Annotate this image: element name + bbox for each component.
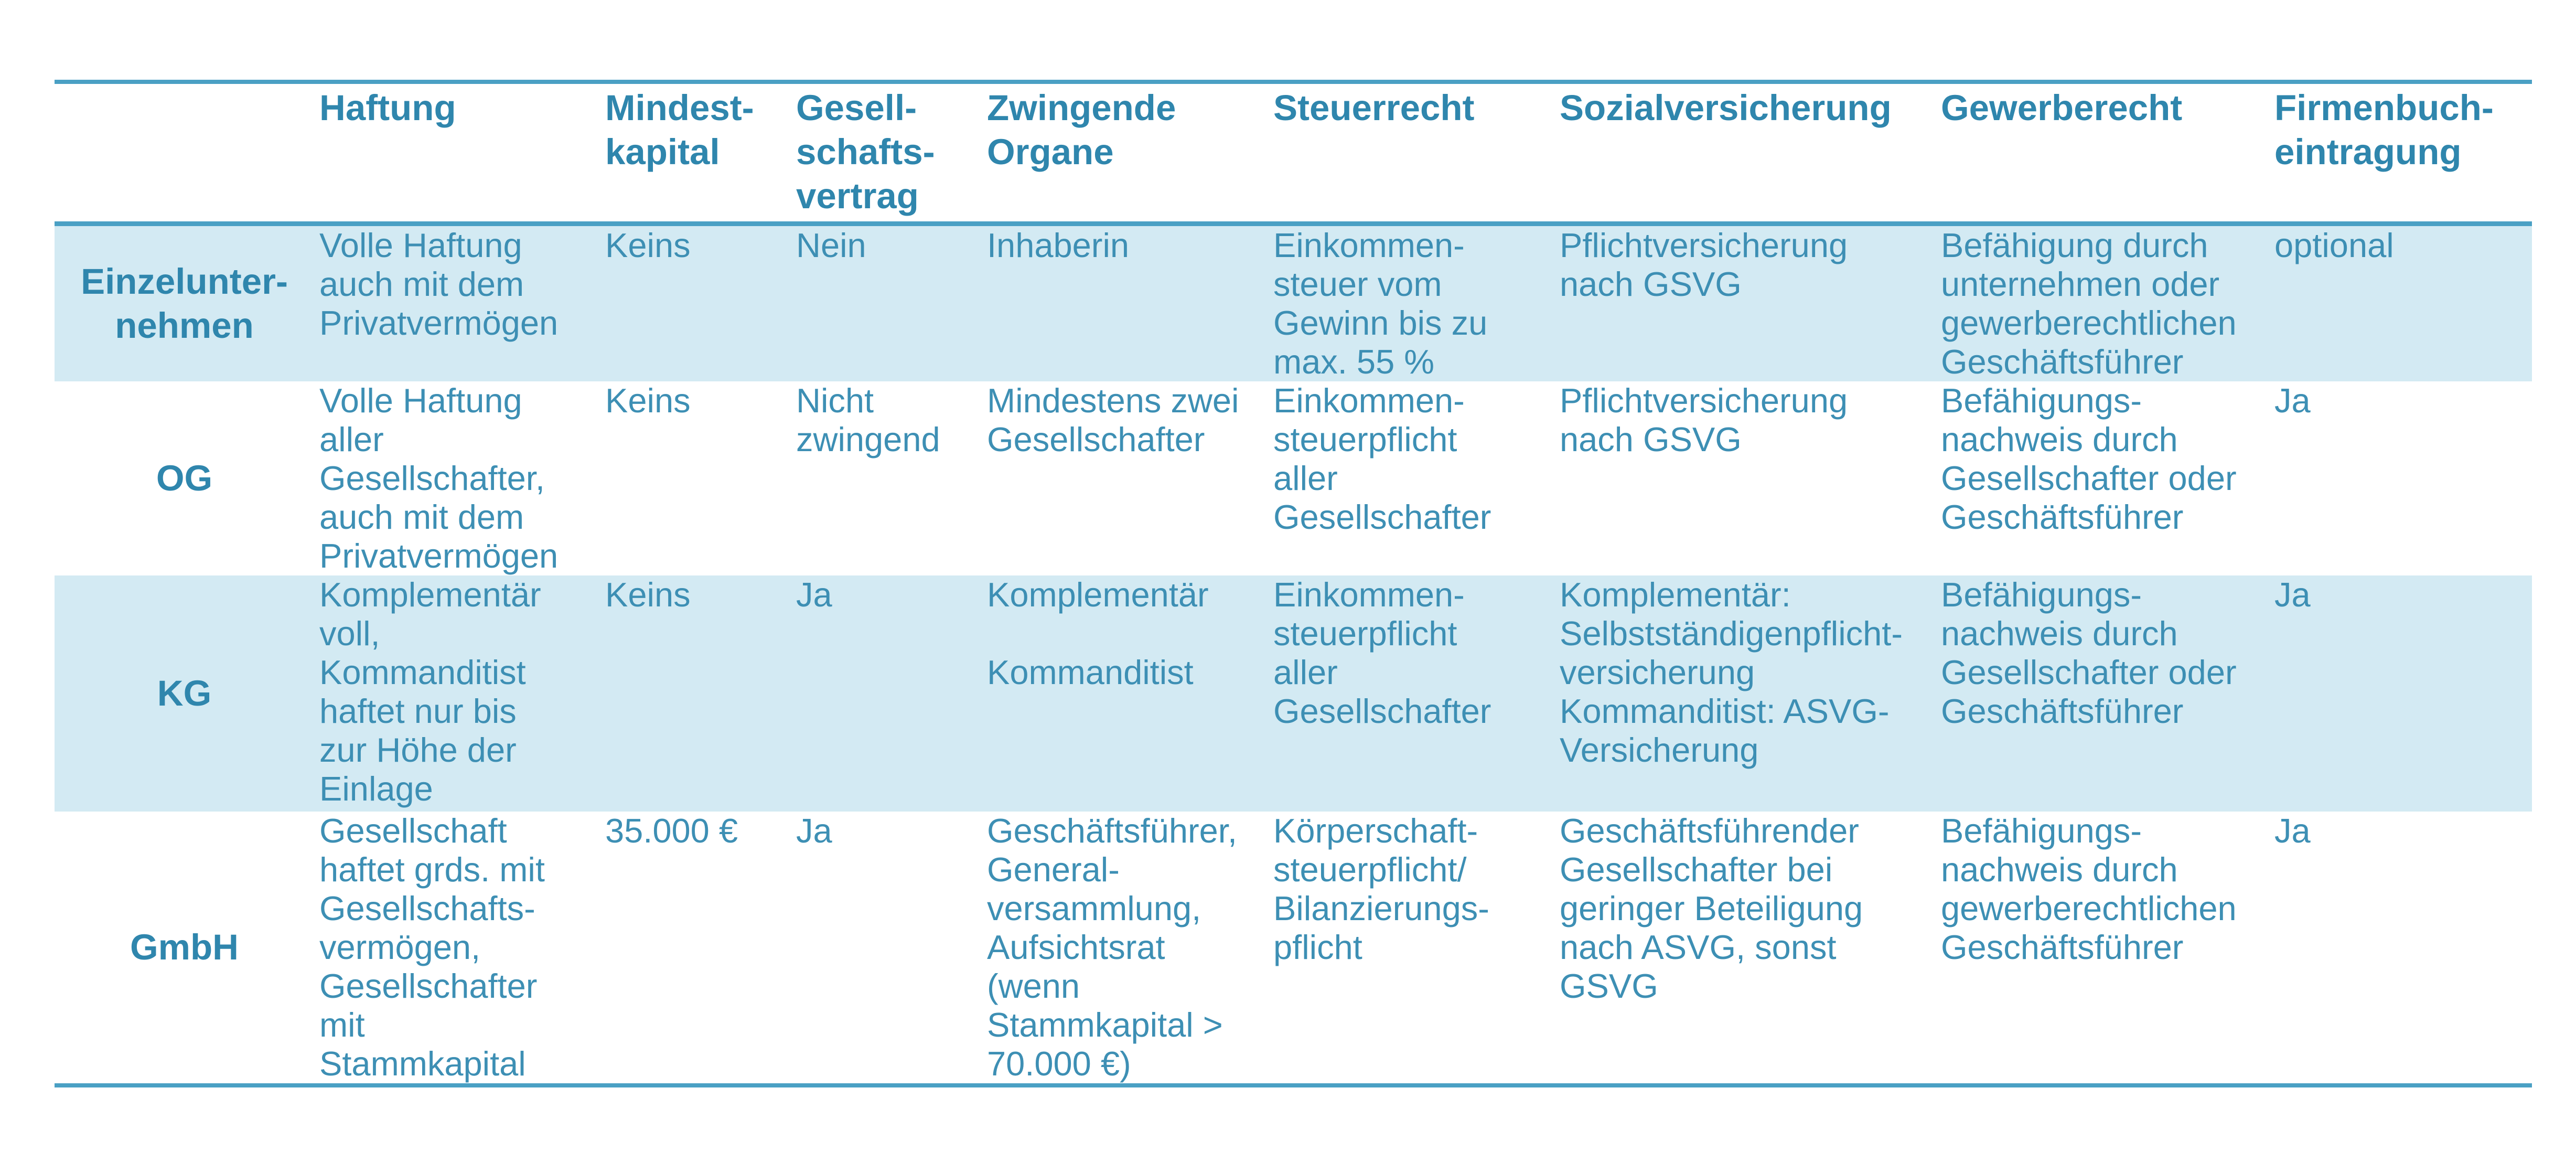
cell-steuerrecht: Einkommen- steuer vom Gewinn bis zu max. 55 % <box>1268 224 1554 382</box>
cell-haftung: Komplementär voll, Kommanditist haftet nur bis zur Höhe der Einlage <box>314 575 600 812</box>
cell-steuerrecht: Einkommen- steuerpflicht aller Gesellschafter <box>1268 575 1554 812</box>
row-header-og: OG <box>156 458 213 498</box>
table-row-kg <box>55 575 2532 812</box>
cell-firmenbucheintragung: Ja <box>2269 575 2532 812</box>
cell-sozialversicherung: Pflichtversicherung nach GSVG <box>1554 224 1936 382</box>
row-header-einzelunternehmen: Einzelunter- nehmen <box>55 224 314 382</box>
cell-zwingende-organe: Komplementär Kommanditist <box>982 575 1268 812</box>
column-header-gewerberecht: Gewerberecht <box>1941 88 2183 128</box>
cell-firmenbucheintragung: Ja <box>2274 381 2311 420</box>
cell-zwingende-organe: Inhaberin <box>982 224 1268 382</box>
header-row <box>55 82 2532 224</box>
column-header-gesellschaftsvertrag: Gesell- schafts- vertrag <box>796 88 935 216</box>
cell-mindestkapital: Keins <box>605 381 691 420</box>
cell-sozialversicherung: Pflichtversicherung nach GSVG <box>1560 381 1848 458</box>
column-header-firmenbucheintragung: Firmenbuch- eintragung <box>2274 88 2494 172</box>
cell-gesellschaftsvertrag: Ja <box>796 812 832 850</box>
cell-gewerberecht: Befähigungs- nachweis durch Gesellschafter oder Geschäftsführer <box>1936 575 2269 812</box>
cell-haftung: Gesellschaft haftet grds. mit Gesellschafts- vermögen, Gesellschafter mit Stammkapital <box>319 812 545 1083</box>
cell-gesellschaftsvertrag: Nein <box>791 224 982 382</box>
column-header-sozialversicherung: Sozialversicherung <box>1560 88 1892 128</box>
cell-gewerberecht: Befähigungs- nachweis durch gewerberechtlichen Geschäftsführer <box>1941 812 2237 966</box>
cell-haftung: Volle Haftung auch mit dem Privatvermögen <box>314 224 600 382</box>
cell-gewerberecht: Befähigungs- nachweis durch Gesellschafter oder Geschäftsführer <box>1941 381 2237 536</box>
cell-gewerberecht: Befähigung durch unternehmen oder gewerberechtlichen Geschäftsführer <box>1936 224 2269 382</box>
cell-zwingende-organe: Mindestens zwei Gesellschafter <box>987 381 1239 458</box>
column-header-mindestkapital: Mindest- kapital <box>605 88 754 172</box>
cell-firmenbucheintragung: Ja <box>2274 812 2311 850</box>
table-row-einzelunternehmen <box>55 224 2532 382</box>
cell-gesellschaftsvertrag: Ja <box>791 575 982 812</box>
cell-steuerrecht: Körperschaft- steuerpflicht/ Bilanzierungs- pflicht <box>1273 812 1489 966</box>
cell-mindestkapital: Keins <box>600 575 791 812</box>
cell-haftung: Volle Haftung aller Gesellschafter, auch mit dem Privatvermögen <box>319 381 559 575</box>
cell-mindestkapital: 35.000 € <box>605 812 738 850</box>
column-header-zwingende-organe: Zwingende Organe <box>987 88 1176 172</box>
legal-forms-comparison-table <box>55 80 2532 1087</box>
cell-sozialversicherung: Geschäftsführender Gesellschafter bei geringer Beteiligung nach ASVG, sonst GSVG <box>1560 812 1863 1005</box>
cell-zwingende-organe: Geschäftsführer, General- versammlung, Aufsichtsrat (wenn Stammkapital > 70.000 €) <box>987 812 1237 1083</box>
table-row-gmbh <box>55 812 2532 1085</box>
cell-steuerrecht: Einkommen- steuerpflicht aller Gesellschafter <box>1273 381 1491 536</box>
cell-firmenbucheintragung: optional <box>2269 224 2532 382</box>
column-header-steuerrecht: Steuerrecht <box>1273 88 1475 128</box>
table-row-og <box>55 381 2532 575</box>
cell-mindestkapital: Keins <box>600 224 791 382</box>
row-header-kg: KG <box>55 575 314 812</box>
cell-sozialversicherung: Komplementär: Selbstständigenpflicht- versicherung Kommanditist: ASVG- Versicherung <box>1554 575 1936 812</box>
header-corner-cell <box>55 82 314 224</box>
row-header-gmbh: GmbH <box>130 927 239 967</box>
column-header-haftung: Haftung <box>319 88 456 128</box>
cell-gesellschaftsvertrag: Nicht zwingend <box>796 381 940 458</box>
